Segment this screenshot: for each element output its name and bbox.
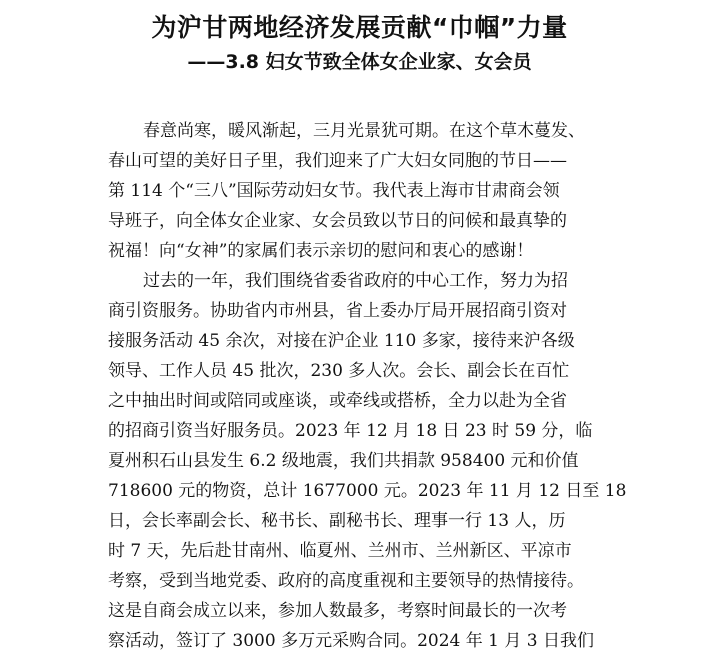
body-line: 春意尚寒，暖风渐起，三月光景犹可期。在这个草木蔓发、 (143, 121, 585, 141)
document-subtitle: ——3.8 妇女节致全体女企业家、女会员 (187, 51, 532, 73)
body-line: 的招商引资当好服务员。2023 年 12 月 18 日 23 时 59 分，临 (108, 421, 593, 441)
body-line: 察活动，签订了 3000 多万元采购合同。2024 年 1 月 3 日我们 (108, 631, 594, 651)
body-line: 夏州积石山县发生 6.2 级地震，我们共捐款 958400 元和价值 (108, 451, 579, 471)
body-line: 时 7 天，先后赴甘南州、临夏州、兰州市、兰州新区、平凉市 (108, 541, 572, 561)
body-line: 考察，受到当地党委、政府的高度重视和主要领导的热情接待。 (108, 571, 584, 591)
body-line: 领导、工作人员 45 批次，230 多人次。会长、副会长在百忙 (108, 361, 570, 381)
body-line: 718600 元的物资，总计 1677000 元。2023 年 11 月 12 日至 18 (108, 481, 627, 501)
body-line: 第 114 个“三八”国际劳动妇女节。我代表上海市甘肃商会领 (108, 181, 560, 201)
body-line: 之中抽出时间或陪同或座谈，或牵线或搭桥，全力以赴为全省 (108, 391, 567, 411)
body-line: 日，会长率副会长、秘书长、副秘书长、理事一行 13 人，历 (108, 511, 566, 531)
body-line: 接服务活动 45 余次，对接在沪企业 110 多家，接待来沪各级 (108, 331, 575, 351)
body-line: 春山可望的美好日子里，我们迎来了广大妇女同胞的节日—— (108, 151, 567, 171)
body-line: 商引资服务。协助省内市州县，省上委办厅局开展招商引资对 (108, 301, 567, 321)
body-line: 导班子，向全体女企业家、女会员致以节日的问候和最真挚的 (108, 211, 567, 231)
body-line: 祝福！向“女神”的家属们表示亲切的慰问和衷心的感谢！ (108, 241, 534, 261)
document-title: 为沪甘两地经济发展贡献“巾帼”力量 (151, 13, 568, 42)
body-line: 过去的一年，我们围绕省委省政府的中心工作，努力为招 (143, 271, 568, 291)
body-line: 这是自商会成立以来，参加人数最多，考察时间最长的一次考 (108, 601, 567, 621)
